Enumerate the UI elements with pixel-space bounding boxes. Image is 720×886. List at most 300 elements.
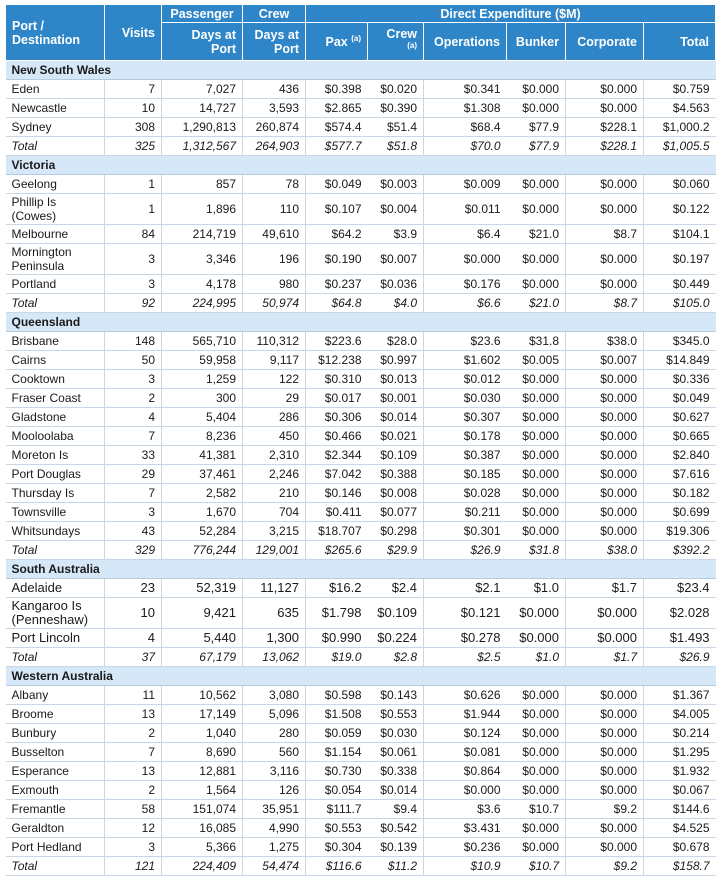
operations-cell: $0.178 (424, 427, 507, 446)
operations-cell: $23.6 (424, 332, 507, 351)
visits-cell: 84 (105, 225, 162, 244)
table-row (6, 332, 716, 351)
visits-cell: 37 (105, 648, 162, 667)
crew-days-cell: 704 (243, 503, 306, 522)
total-cell: $1.493 (644, 629, 716, 648)
operations-cell: $0.011 (424, 194, 507, 225)
total-cell: $1,000.2 (644, 118, 716, 137)
operations-cell: $0.864 (424, 762, 507, 781)
pax-days-cell: 300 (162, 389, 243, 408)
group-title: South Australia (6, 560, 716, 579)
bunker-cell: $0.000 (507, 408, 566, 427)
table-header (6, 5, 716, 61)
pax-days-cell: 1,312,567 (162, 137, 243, 156)
crew-exp-cell: $4.0 (368, 294, 424, 313)
table-row (6, 194, 716, 225)
crew-exp-cell: $0.109 (368, 446, 424, 465)
total-cell: $7.616 (644, 465, 716, 484)
port-cell: Cairns (6, 351, 105, 370)
crew-exp-cell: $0.003 (368, 175, 424, 194)
group-row (6, 313, 716, 332)
corporate-cell: $0.000 (566, 484, 644, 503)
crew-days-cell: 1,275 (243, 838, 306, 857)
pax-days-cell: 565,710 (162, 332, 243, 351)
corporate-cell: $9.2 (566, 857, 644, 876)
bunker-cell: $0.005 (507, 351, 566, 370)
port-cell: Newcastle (6, 99, 105, 118)
table-row (6, 819, 716, 838)
table-row (6, 838, 716, 857)
visits-cell: 33 (105, 446, 162, 465)
pax-exp-cell: $0.598 (306, 686, 368, 705)
crew-exp-cell: $0.388 (368, 465, 424, 484)
total-header: Total (644, 23, 716, 61)
corporate-cell: $0.000 (566, 446, 644, 465)
table-row (6, 225, 716, 244)
bunker-cell: $0.000 (507, 80, 566, 99)
pax-exp-cell: $12.238 (306, 351, 368, 370)
pax-days-cell: 10,562 (162, 686, 243, 705)
crew-exp-cell: $51.4 (368, 118, 424, 137)
corporate-cell: $0.000 (566, 838, 644, 857)
visits-cell: 4 (105, 629, 162, 648)
operations-cell: $6.6 (424, 294, 507, 313)
operations-cell: $1.308 (424, 99, 507, 118)
port-cell: Total (6, 137, 105, 156)
crew-exp-cell: $3.9 (368, 225, 424, 244)
group-row (6, 667, 716, 686)
table-row (6, 579, 716, 598)
corporate-cell: $0.000 (566, 194, 644, 225)
table-row (6, 503, 716, 522)
corporate-cell: $0.000 (566, 427, 644, 446)
pax-exp-cell: $0.466 (306, 427, 368, 446)
port-cell: Cooktown (6, 370, 105, 389)
crew-exp-cell: $2.8 (368, 648, 424, 667)
total-cell: $158.7 (644, 857, 716, 876)
operations-cell: $0.009 (424, 175, 507, 194)
crew-days-cell: 5,096 (243, 705, 306, 724)
operations-cell: $0.030 (424, 389, 507, 408)
total-cell: $0.067 (644, 781, 716, 800)
port-cell: Total (6, 541, 105, 560)
pax-exp-cell: $1.154 (306, 743, 368, 762)
port-cell: Bunbury (6, 724, 105, 743)
total-cell: $1.295 (644, 743, 716, 762)
table-row (6, 275, 716, 294)
pax-exp-cell: $0.310 (306, 370, 368, 389)
corporate-cell: $0.000 (566, 522, 644, 541)
pax-exp-cell: $0.190 (306, 244, 368, 275)
operations-cell: $0.341 (424, 80, 507, 99)
corporate-cell: $38.0 (566, 541, 644, 560)
pax-exp-cell: $1.798 (306, 598, 368, 629)
crew-days-cell: 3,593 (243, 99, 306, 118)
crew-exp-cell: $0.338 (368, 762, 424, 781)
pax-days-cell: 59,958 (162, 351, 243, 370)
total-row (6, 294, 716, 313)
table-row (6, 686, 716, 705)
bunker-cell: $21.0 (507, 294, 566, 313)
pax-days-cell: 8,690 (162, 743, 243, 762)
total-cell: $19.306 (644, 522, 716, 541)
operations-cell: $0.211 (424, 503, 507, 522)
crew-exp-cell: $0.021 (368, 427, 424, 446)
bunker-cell: $0.000 (507, 194, 566, 225)
pax-days-cell: 9,421 (162, 598, 243, 629)
total-cell: $2.840 (644, 446, 716, 465)
visits-cell: 11 (105, 686, 162, 705)
port-cell: Fraser Coast (6, 389, 105, 408)
crew-days-cell: 2,310 (243, 446, 306, 465)
pax-exp-cell: $0.304 (306, 838, 368, 857)
crew-exp-cell: $0.014 (368, 781, 424, 800)
port-cell: Port Hedland (6, 838, 105, 857)
pax-days-cell: 2,582 (162, 484, 243, 503)
corporate-cell: $0.000 (566, 503, 644, 522)
corporate-cell: $0.000 (566, 99, 644, 118)
table-row (6, 80, 716, 99)
visits-cell: 23 (105, 579, 162, 598)
corporate-cell: $0.000 (566, 819, 644, 838)
pax-exp-cell: $0.059 (306, 724, 368, 743)
total-cell: $0.627 (644, 408, 716, 427)
corporate-cell: $0.000 (566, 275, 644, 294)
visits-cell: 7 (105, 427, 162, 446)
visits-cell: 7 (105, 80, 162, 99)
pax-exp-cell: $0.990 (306, 629, 368, 648)
corporate-cell: $0.000 (566, 743, 644, 762)
bunker-cell: $0.000 (507, 484, 566, 503)
bunker-cell: $0.000 (507, 370, 566, 389)
total-cell: $0.336 (644, 370, 716, 389)
crew-days-cell: 9,117 (243, 351, 306, 370)
operations-cell: $1.944 (424, 705, 507, 724)
pax-exp-cell: $2.865 (306, 99, 368, 118)
operations-cell: $10.9 (424, 857, 507, 876)
operations-cell: $0.000 (424, 244, 507, 275)
visits-cell: 29 (105, 465, 162, 484)
crew-days-header: Days at Port (243, 23, 306, 61)
operations-cell: $3.431 (424, 819, 507, 838)
bunker-cell: $77.9 (507, 137, 566, 156)
crew-exp-cell: $0.020 (368, 80, 424, 99)
port-cell: Townsville (6, 503, 105, 522)
visits-cell: 43 (105, 522, 162, 541)
crew-exp-cell: $0.007 (368, 244, 424, 275)
operations-cell: $70.0 (424, 137, 507, 156)
pax-days-cell: 224,409 (162, 857, 243, 876)
pax-exp-cell: $64.8 (306, 294, 368, 313)
operations-header: Operations (424, 23, 507, 61)
bunker-cell: $0.000 (507, 99, 566, 118)
crew-days-cell: 260,874 (243, 118, 306, 137)
corporate-header: Corporate (566, 23, 644, 61)
crew-days-cell: 450 (243, 427, 306, 446)
pax-days-cell: 7,027 (162, 80, 243, 99)
pax-exp-cell: $2.344 (306, 446, 368, 465)
bunker-cell: $0.000 (507, 522, 566, 541)
pax-exp-cell: $116.6 (306, 857, 368, 876)
visits-cell: 1 (105, 175, 162, 194)
group-title: Queensland (6, 313, 716, 332)
crew-days-cell: 1,300 (243, 629, 306, 648)
bunker-cell: $1.0 (507, 648, 566, 667)
crew-exp-cell: $2.4 (368, 579, 424, 598)
pax-days-cell: 1,040 (162, 724, 243, 743)
crew-exp-cell: $0.139 (368, 838, 424, 857)
corporate-cell: $0.000 (566, 244, 644, 275)
total-cell: $0.678 (644, 838, 716, 857)
crew-exp-cell: $0.997 (368, 351, 424, 370)
table-body (6, 61, 716, 876)
port-cell: Gladstone (6, 408, 105, 427)
total-cell: $0.049 (644, 389, 716, 408)
total-cell: $4.525 (644, 819, 716, 838)
bunker-cell: $0.000 (507, 743, 566, 762)
crew-exp-cell: $11.2 (368, 857, 424, 876)
pax-days-cell: 5,404 (162, 408, 243, 427)
crew-days-cell: 29 (243, 389, 306, 408)
visits-cell: 13 (105, 705, 162, 724)
bunker-cell: $0.000 (507, 762, 566, 781)
corporate-cell: $8.7 (566, 225, 644, 244)
group-row (6, 61, 716, 80)
crew-exp-header (368, 23, 424, 61)
crew-days-cell: 13,062 (243, 648, 306, 667)
total-cell: $0.060 (644, 175, 716, 194)
crew-days-cell: 122 (243, 370, 306, 389)
pax-exp-cell: $265.6 (306, 541, 368, 560)
crew-days-cell: 110,312 (243, 332, 306, 351)
table-row (6, 800, 716, 819)
visits-cell: 121 (105, 857, 162, 876)
pax-exp-label: Pax (325, 35, 348, 50)
crew-days-cell: 196 (243, 244, 306, 275)
corporate-cell: $0.000 (566, 781, 644, 800)
visits-cell: 7 (105, 484, 162, 503)
corporate-cell: $228.1 (566, 137, 644, 156)
visits-cell: 148 (105, 332, 162, 351)
corporate-cell: $0.000 (566, 762, 644, 781)
pax-days-cell: 5,440 (162, 629, 243, 648)
corporate-cell: $228.1 (566, 118, 644, 137)
total-cell: $1.932 (644, 762, 716, 781)
pax-days-cell: 3,346 (162, 244, 243, 275)
corporate-cell: $8.7 (566, 294, 644, 313)
pax-exp-cell: $0.049 (306, 175, 368, 194)
pax-exp-cell: $0.398 (306, 80, 368, 99)
total-cell: $26.9 (644, 648, 716, 667)
operations-cell: $1.602 (424, 351, 507, 370)
pax-exp-cell: $111.7 (306, 800, 368, 819)
pax-exp-cell: $0.054 (306, 781, 368, 800)
visits-cell: 7 (105, 743, 162, 762)
crew-days-cell: 3,215 (243, 522, 306, 541)
crew-days-cell: 280 (243, 724, 306, 743)
pax-days-cell: 1,564 (162, 781, 243, 800)
total-cell: $0.665 (644, 427, 716, 446)
operations-cell: $0.626 (424, 686, 507, 705)
table-row (6, 598, 716, 629)
crew-exp-note: (a) (407, 40, 417, 50)
table-row (6, 427, 716, 446)
operations-cell: $0.000 (424, 781, 507, 800)
table-row (6, 522, 716, 541)
corporate-cell: $0.000 (566, 724, 644, 743)
group-row (6, 560, 716, 579)
crew-days-cell: 126 (243, 781, 306, 800)
visits-cell: 2 (105, 724, 162, 743)
pax-days-cell: 4,178 (162, 275, 243, 294)
pax-exp-cell: $223.6 (306, 332, 368, 351)
bunker-cell: $0.000 (507, 175, 566, 194)
pax-exp-cell: $0.237 (306, 275, 368, 294)
total-cell: $4.563 (644, 99, 716, 118)
total-row (6, 137, 716, 156)
pax-exp-note: (a) (351, 33, 361, 43)
port-cell: Moreton Is (6, 446, 105, 465)
total-cell: $105.0 (644, 294, 716, 313)
port-cell: Total (6, 648, 105, 667)
port-cell: Broome (6, 705, 105, 724)
group-row (6, 156, 716, 175)
port-cell: Busselton (6, 743, 105, 762)
operations-cell: $0.236 (424, 838, 507, 857)
port-cell: Mornington Peninsula (6, 244, 105, 275)
port-cell: Port Lincoln (6, 629, 105, 648)
visits-cell: 10 (105, 99, 162, 118)
port-cell: Portland (6, 275, 105, 294)
table-row (6, 370, 716, 389)
total-cell: $144.6 (644, 800, 716, 819)
pax-exp-cell: $7.042 (306, 465, 368, 484)
crew-exp-cell: $29.9 (368, 541, 424, 560)
crew-days-cell: 2,246 (243, 465, 306, 484)
pax-days-cell: 776,244 (162, 541, 243, 560)
operations-cell: $6.4 (424, 225, 507, 244)
total-cell: $0.197 (644, 244, 716, 275)
operations-cell: $0.012 (424, 370, 507, 389)
crew-exp-cell: $0.553 (368, 705, 424, 724)
port-cell: Esperance (6, 762, 105, 781)
corporate-cell: $38.0 (566, 332, 644, 351)
port-cell: Thursday Is (6, 484, 105, 503)
visits-cell: 1 (105, 194, 162, 225)
visits-cell: 10 (105, 598, 162, 629)
visits-cell: 2 (105, 389, 162, 408)
total-cell: $2.028 (644, 598, 716, 629)
bunker-cell: $0.000 (507, 465, 566, 484)
visits-cell: 308 (105, 118, 162, 137)
pax-days-cell: 16,085 (162, 819, 243, 838)
pax-exp-cell: $0.146 (306, 484, 368, 503)
port-cell: Phillip Is (Cowes) (6, 194, 105, 225)
total-row (6, 541, 716, 560)
total-row (6, 648, 716, 667)
crew-exp-cell: $0.077 (368, 503, 424, 522)
table-row (6, 762, 716, 781)
visits-cell: 2 (105, 781, 162, 800)
port-cell: Geraldton (6, 819, 105, 838)
crew-days-cell: 210 (243, 484, 306, 503)
corporate-cell: $0.000 (566, 408, 644, 427)
crew-days-cell: 436 (243, 80, 306, 99)
pax-exp-cell: $0.411 (306, 503, 368, 522)
operations-cell: $0.121 (424, 598, 507, 629)
corporate-cell: $1.7 (566, 579, 644, 598)
operations-cell: $68.4 (424, 118, 507, 137)
pax-days-cell: 214,719 (162, 225, 243, 244)
crew-exp-cell: $28.0 (368, 332, 424, 351)
pax-exp-cell: $18.707 (306, 522, 368, 541)
corporate-cell: $0.000 (566, 80, 644, 99)
corporate-cell: $0.000 (566, 705, 644, 724)
crew-exp-cell: $0.004 (368, 194, 424, 225)
pax-exp-cell: $0.107 (306, 194, 368, 225)
pax-days-cell: 8,236 (162, 427, 243, 446)
crew-header: Crew (243, 5, 306, 23)
corporate-cell: $0.000 (566, 389, 644, 408)
operations-cell: $0.081 (424, 743, 507, 762)
visits-header: Visits (105, 5, 162, 61)
bunker-cell: $10.7 (507, 857, 566, 876)
table-row (6, 705, 716, 724)
bunker-header: Bunker (507, 23, 566, 61)
table-row (6, 743, 716, 762)
port-cell: Eden (6, 80, 105, 99)
operations-cell: $0.176 (424, 275, 507, 294)
corporate-cell: $0.000 (566, 629, 644, 648)
total-cell: $1,005.5 (644, 137, 716, 156)
bunker-cell: $31.8 (507, 332, 566, 351)
pax-days-cell: 52,284 (162, 522, 243, 541)
operations-cell: $0.387 (424, 446, 507, 465)
table-row (6, 408, 716, 427)
visits-cell: 4 (105, 408, 162, 427)
operations-cell: $0.124 (424, 724, 507, 743)
group-title: Victoria (6, 156, 716, 175)
total-cell: $23.4 (644, 579, 716, 598)
table-row (6, 465, 716, 484)
visits-cell: 325 (105, 137, 162, 156)
visits-cell: 13 (105, 762, 162, 781)
visits-cell: 3 (105, 244, 162, 275)
expenditure-table (5, 4, 716, 876)
crew-days-cell: 3,080 (243, 686, 306, 705)
crew-exp-cell: $0.036 (368, 275, 424, 294)
table-row (6, 99, 716, 118)
total-cell: $392.2 (644, 541, 716, 560)
pax-days-cell: 14,727 (162, 99, 243, 118)
pax-exp-header (306, 23, 368, 61)
crew-days-cell: 11,127 (243, 579, 306, 598)
total-cell: $0.182 (644, 484, 716, 503)
bunker-cell: $0.000 (507, 819, 566, 838)
bunker-cell: $0.000 (507, 705, 566, 724)
crew-exp-label: Crew (386, 26, 417, 41)
port-cell: Sydney (6, 118, 105, 137)
bunker-cell: $0.000 (507, 629, 566, 648)
bunker-cell: $0.000 (507, 275, 566, 294)
port-cell: Fremantle (6, 800, 105, 819)
visits-cell: 3 (105, 503, 162, 522)
pax-exp-cell: $64.2 (306, 225, 368, 244)
crew-days-cell: 264,903 (243, 137, 306, 156)
crew-exp-cell: $0.109 (368, 598, 424, 629)
port-header: Port / Destination (6, 5, 105, 61)
visits-cell: 3 (105, 370, 162, 389)
